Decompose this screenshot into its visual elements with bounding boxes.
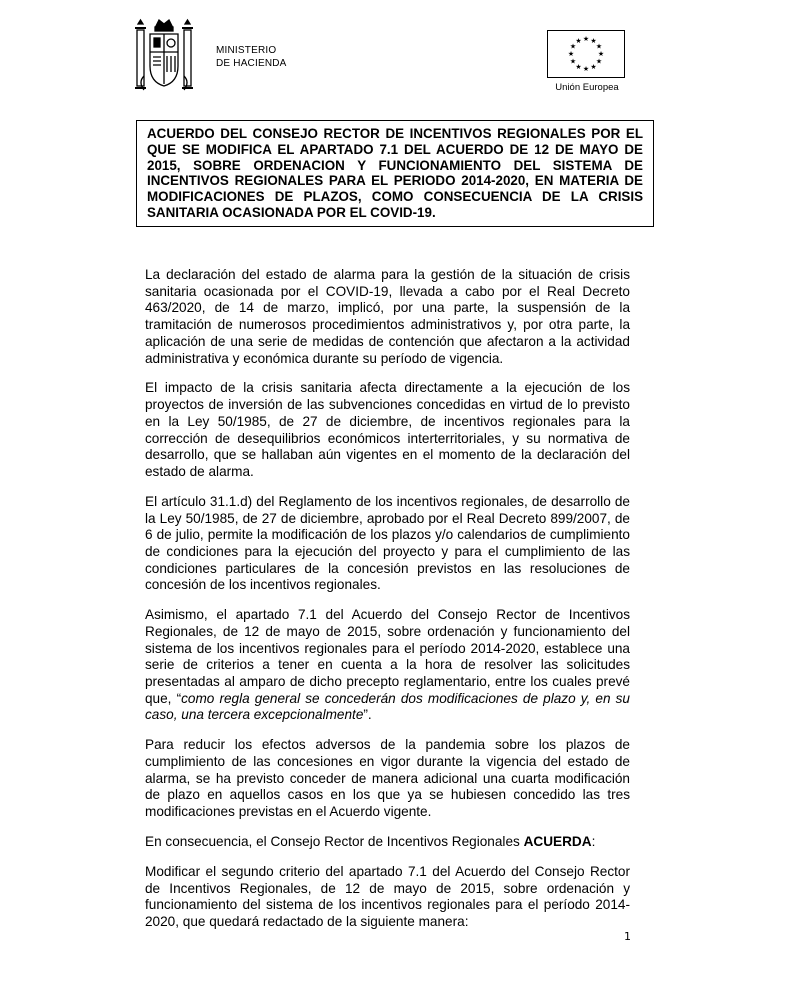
eu-star-icon: ★: [569, 42, 577, 51]
paragraph-3: El artículo 31.1.d) del Reglamento de los incentivos regionales, de desarrollo de la Ley 50/1985, de 27 de diciembre, aprobado por el Real Decreto 899/2007, de 6 de julio, permite la modificación de los plazos y/o calendarios de cumplimiento de condiciones para la ejecución del proyecto y para el cumplimiento de las condiciones particulares de la concesión previstos en las resoluciones de concesión de los incentivos regionales.: [145, 493, 630, 593]
eu-star-icon: ★: [582, 65, 590, 73]
page-number: 1: [624, 930, 631, 943]
eu-star-icon: ★: [597, 50, 605, 58]
paragraph-1: La declaración del estado de alarma para la gestión de la situación de crisis sanitaria ocasionada por el COVID-19, llevada a cabo por el Real Decreto 463/2020, de 14 de marzo, implicó, por una parte, la suspensión de la tramitación de numerosos procedimientos administrativos y, por otra parte, la aplicación de una serie de medidas de contención que afectaron a la actividad administrativa y económica durante su período de vigencia.: [145, 267, 630, 366]
paragraph-4-end: ”.: [363, 707, 372, 723]
paragraph-4: [145, 607, 630, 724]
document-title: ACUERDO DEL CONSEJO RECTOR DE INCENTIVOS REGIONALES POR EL QUE SE MODIFICA EL APARTADO 7.1 DEL ACUERDO DE 12 DE MAYO DE 2015, SOBRE ORDENACION Y FUNCIONAMIENTO DEL SISTEMA DE INCENTIVOS REGIONALES PARA EL PERIODO 2014-2020, EN MATERIA DE MODIFICACIONES DE PLAZOS, COMO CONSECUENCIA DE LA CRISIS SANITARIA OCASIONADA POR EL COVID-19.: [147, 126, 643, 220]
paragraph-7: Modificar el segundo criterio del apartado 7.1 del Acuerdo del Consejo Rector de Incentivos Regionales, de 12 de mayo de 2015, sobre ordenación y funcionamiento del sistema de los incentivos regionales para el período 2014-2020, que quedará redactado de la siguiente manera:: [145, 863, 630, 930]
ministry-line-1: MINISTERIO: [216, 45, 277, 56]
eu-logo: [547, 30, 627, 93]
page-header: [0, 0, 792, 110]
eu-star-icon: ★: [590, 37, 597, 45]
eu-star-icon: ★: [567, 50, 575, 58]
eu-star-icon: ★: [595, 42, 603, 51]
paragraph-6-end: :: [591, 834, 596, 850]
eu-stars-icon: [548, 31, 624, 77]
paragraph-6-lead: En consecuencia, el Consejo Rector de Incentivos Regionales: [145, 834, 524, 850]
paragraph-6-bold: ACUERDA: [523, 834, 592, 850]
paragraph-5: Para reducir los efectos adversos de la pandemia sobre los plazos de cumplimiento de las concesiones en vigor durante la vigencia del estado de alarma, se ha previsto conceder de manera adicional una cuarta modificación de plazo en aquellos casos en los que ya se hubiesen concedido las tres modificaciones previstas en el Acuerdo vigente.: [145, 737, 630, 820]
paragraph-2: El impacto de la crisis sanitaria afecta directamente a la ejecución de los proyectos de inversión de las subvenciones concedidas en virtud de lo previsto en la Ley 50/1985, de 27 de diciembre, de incentivos regionales para la corrección de desequilibrios económicos interterritoriales, y su normativa de desarrollo, que se hallaban aún vigentes en el momento de la declaración del estado de alarma.: [145, 380, 630, 479]
eu-star-icon: ★: [582, 35, 590, 43]
eu-label: Unión Europea: [555, 82, 619, 93]
eu-star-icon: ★: [569, 57, 577, 66]
paragraph-4-quote: como regla general se concederán dos modificaciones de plazo y, en su caso, una tercera excepcionalmente: [145, 690, 630, 723]
ministry-line-2: DE HACIENDA: [216, 58, 287, 69]
eu-star-icon: ★: [595, 57, 603, 66]
title-box: [136, 120, 654, 227]
paragraph-6: [145, 834, 630, 851]
eu-star-icon: ★: [575, 63, 582, 71]
spanish-coat-of-arms-icon: [132, 16, 196, 96]
eu-flag-icon: [547, 30, 625, 78]
document-body: [145, 267, 630, 944]
eu-star-icon: ★: [575, 37, 582, 45]
paragraph-4-lead: Asimismo, el apartado 7.1 del Acuerdo del Consejo Rector de Incentivos Regionales, de 12 de mayo de 2015, sobre ordenación y funcionamiento del sistema de los incentivos regionales para el período 2014-2020, establece una serie de criterios a tener en cuenta a la hora de resolver las solicitudes presentadas al amparo de dicho precepto reglamentario, entre los cuales prevé que, “: [145, 607, 630, 706]
eu-star-icon: ★: [590, 63, 597, 71]
ministry-name: [216, 44, 287, 70]
